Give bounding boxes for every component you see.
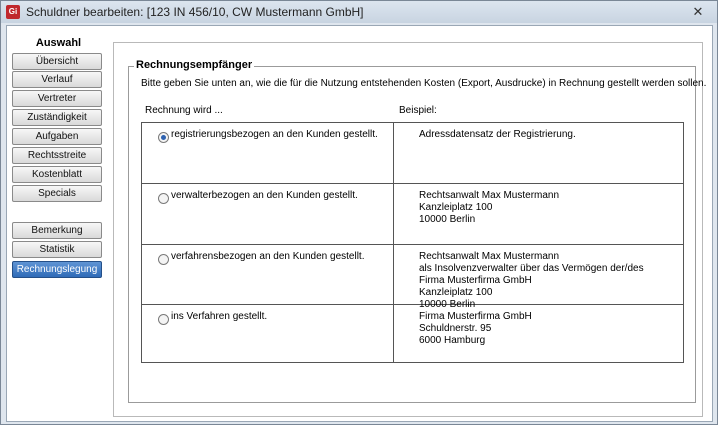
example-line: als Insolvenzverwalter über das Vermögen der/des [419,263,644,274]
row-divider [142,244,683,245]
example-line: Rechtsanwalt Max Mustermann [419,251,560,262]
example-text [419,251,644,311]
example-line: Adressdatensatz der Registrierung. [419,129,576,140]
example-line: Firma Musterfirma GmbH [419,275,532,286]
main-panel [113,42,707,417]
example-line: 6000 Hamburg [419,335,486,346]
example-line: Firma Musterfirma GmbH [419,311,532,322]
intro-text: Bitte geben Sie unten an, wie die für die Nutzung entstehenden Kosten (Export, Ausdrucke) in Rechnung gestellt werden sollen. [141,78,707,89]
sidebar-title: Auswahl [35,37,82,49]
nav-button-uebersicht[interactable]: Übersicht [12,53,102,70]
example-line: Kanzleiplatz 100 [419,202,493,213]
example-line: Schuldnerstr. 95 [419,323,492,334]
nav-button-rechtsstreite[interactable]: Rechtsstreite [12,147,102,164]
nav-button-verlauf[interactable]: Verlauf [12,71,102,88]
radio-registrierungsbezogen[interactable] [158,132,169,143]
title-bar [1,1,717,23]
example-line: Rechtsanwalt Max Mustermann [419,190,560,201]
nav-button-zustaendigkeit[interactable]: Zuständigkeit [12,109,102,126]
nav-button-kostenblatt[interactable]: Kostenblatt [12,166,102,183]
radio-ins-verfahren[interactable] [158,314,169,325]
option-label[interactable]: verwalterbezogen an den Kunden gestellt. [171,190,358,201]
options-table [141,122,684,363]
option-label[interactable]: verfahrensbezogen an den Kunden gestellt. [171,251,365,262]
nav-button-specials[interactable]: Specials [12,185,102,202]
sidebar [7,26,110,421]
column-divider [393,123,394,362]
row-divider [142,183,683,184]
close-icon: ✕ [692,4,704,19]
nav-button-vertreter[interactable]: Vertreter [12,90,102,107]
nav-button-statistik[interactable]: Statistik [12,241,102,258]
option-label[interactable]: ins Verfahren gestellt. [171,311,268,322]
column-header-option: Rechnung wird ... [145,105,223,116]
client-area [6,25,713,422]
example-text [419,311,532,347]
column-header-example: Beispiel: [399,105,437,116]
example-line: 10000 Berlin [419,214,476,225]
close-button[interactable] [684,3,712,20]
groupbox-title: Rechnungsempfänger [136,59,253,71]
option-label[interactable]: registrierungsbezogen an den Kunden gestellt. [171,129,378,140]
example-text [419,129,576,141]
nav-button-aufgaben[interactable]: Aufgaben [12,128,102,145]
example-line: 10000 Berlin [419,299,476,310]
example-line: Kanzleiplatz 100 [419,287,493,298]
nav-button-rechnungslegung[interactable]: Rechnungslegung [12,261,102,278]
radio-verwalterbezogen[interactable] [158,193,169,204]
app-icon: Gi [6,5,20,19]
radio-verfahrensbezogen[interactable] [158,254,169,265]
recipient-groupbox [128,59,707,403]
window-title: Schuldner bearbeiten: [123 IN 456/10, CW Mustermann GmbH] [26,5,364,19]
nav-button-bemerkung[interactable]: Bemerkung [12,222,102,239]
example-text [419,190,559,226]
